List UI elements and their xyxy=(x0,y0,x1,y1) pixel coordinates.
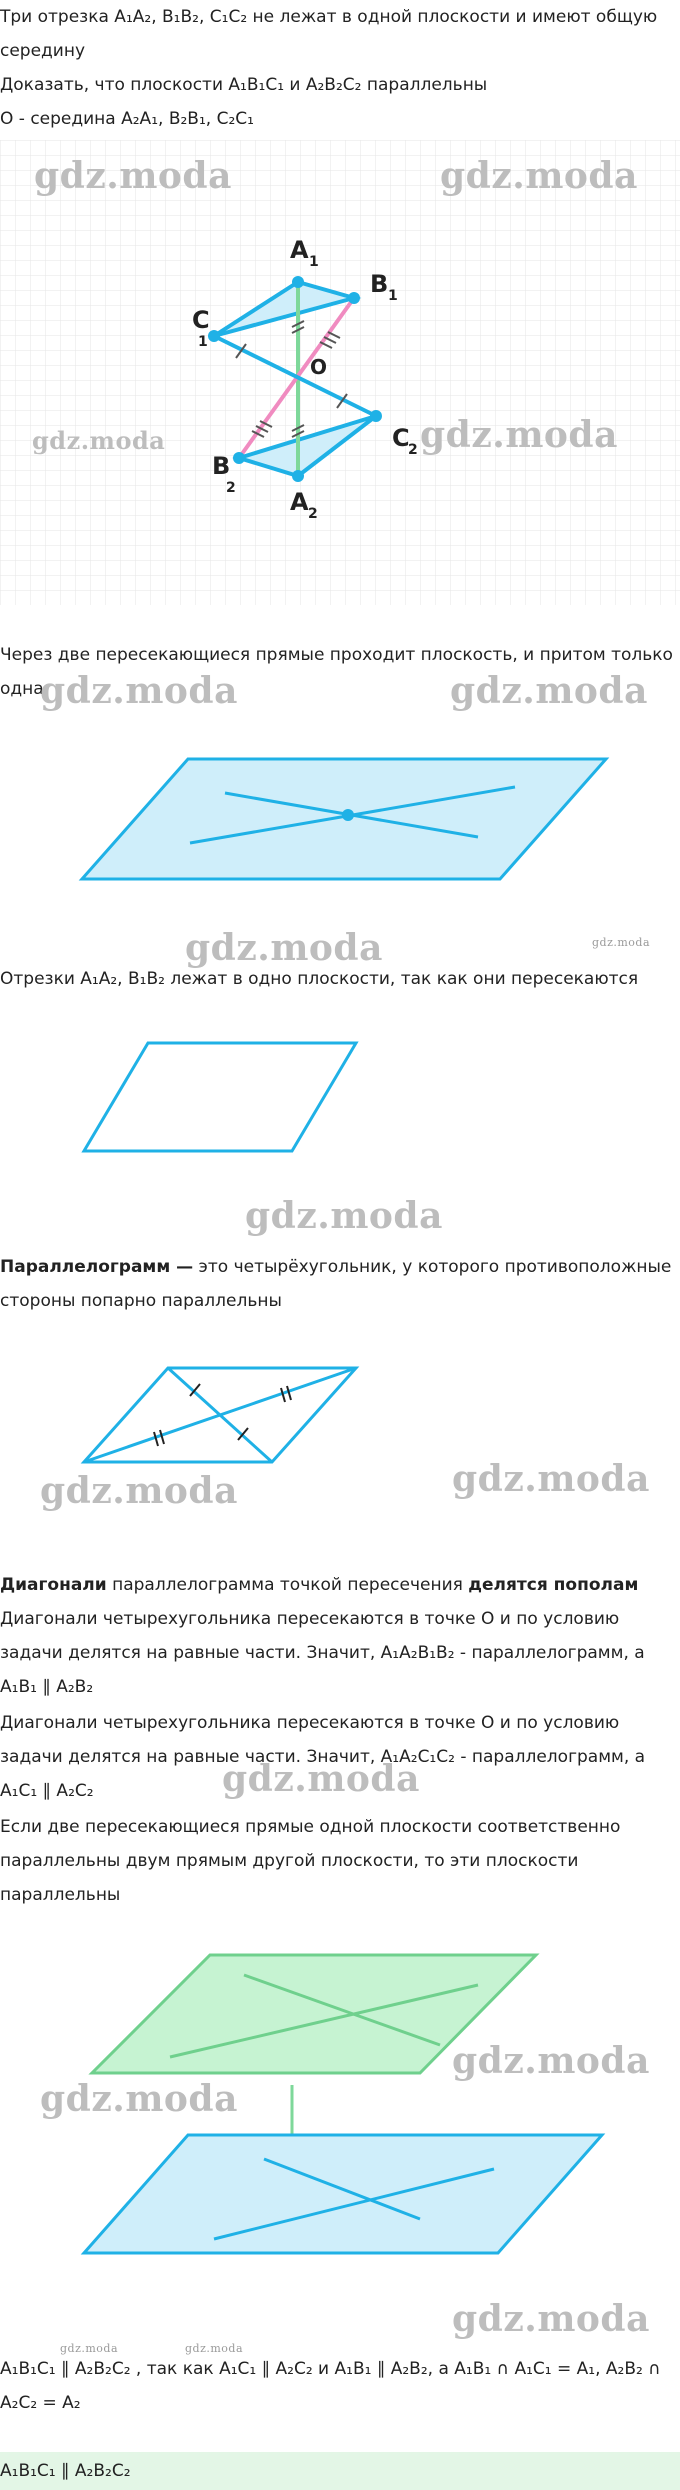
segments-plane-text: Отрезки A₁A₂, B₁B₂ лежат в одно плоскости, так как они пересекаются xyxy=(0,969,639,989)
watermark: gdz.moda xyxy=(452,2040,650,2082)
plane-axiom-text: Через две пересекающиеся прямые проходит плоскость, и притом только одна xyxy=(0,645,673,699)
problem-statement: Три отрезка A₁A₂, B₁B₂, C₁C₂ не лежат в одной плоскости и имеют общую середину xyxy=(0,7,658,61)
label-c2: C xyxy=(392,424,410,452)
watermark: gdz.moda xyxy=(40,2078,238,2120)
label-a2: A xyxy=(290,488,309,516)
watermark: gdz.moda xyxy=(185,2342,244,2355)
watermark: gdz.moda xyxy=(60,2342,119,2355)
final-answer: A₁B₁C₁ ∥ A₂B₂C₂ xyxy=(0,2461,131,2481)
watermark: gdz.moda xyxy=(440,155,638,197)
parallelogram-definition: Параллелограмм — это четырёхугольник, у которого противоположные стороны попарно параллельны xyxy=(0,1257,672,1311)
point-b1 xyxy=(348,292,360,304)
point-b2 xyxy=(233,452,245,464)
parallel-planes-theorem: Если две пересекающиеся прямые одной плоскости соответственно параллельны двум прямым другой плоскости, то эти плоскости параллельны xyxy=(0,1817,621,1905)
watermark: gdz.moda xyxy=(592,936,651,949)
watermark: gdz.moda xyxy=(222,1758,420,1800)
midpoint-text: O - середина A₂A₁, B₂B₁, C₂C₁ xyxy=(0,109,254,129)
label-c1: C xyxy=(192,306,210,334)
figure-parallelogram-outline xyxy=(0,1035,680,1155)
watermark: gdz.moda xyxy=(32,426,166,455)
label-b1: B xyxy=(370,270,389,298)
point-c2 xyxy=(370,410,382,422)
figure-plane-intersecting-lines xyxy=(0,745,680,895)
figure-triangles-grid xyxy=(0,140,680,605)
diagonals-property: Диагонали параллелограмма точкой пересечения делятся пополам xyxy=(0,1575,639,1595)
point-a1 xyxy=(292,276,304,288)
svg-text:2: 2 xyxy=(308,506,318,522)
label-o: O xyxy=(310,355,328,379)
proof-step-1: Диагонали четырехугольника пересекаются в точке O и по условию задачи делятся на равные части. Значит, A₁A₂B₁B₂ - параллелограмм, а A₁B₁ ∥ A₂B₂ xyxy=(0,1609,645,1697)
svg-text:1: 1 xyxy=(309,254,319,270)
label-b2: B xyxy=(212,452,231,480)
point-a2 xyxy=(292,470,304,482)
watermark: gdz.moda xyxy=(452,1458,650,1500)
watermark: gdz.moda xyxy=(450,670,648,712)
svg-text:2: 2 xyxy=(226,480,236,496)
conclusion-reasoning: A₁B₁C₁ ∥ A₂B₂C₂ , так как A₁C₁ ∥ A₂C₂ и A₁B₁ ∥ A₂B₂, а A₁B₁ ∩ A₁C₁ = A₁, A₂B₂ ∩ A₂C₂ = A₂ xyxy=(0,2359,661,2413)
watermark: gdz.moda xyxy=(185,927,383,969)
point-c1 xyxy=(208,330,220,342)
proof-step-2: Диагонали четырехугольника пересекаются в точке O и по условию задачи делятся на равные части. Значит, A₁A₂C₁C₂ - параллелограмм, а A₁C₁ ∥ A₂C₂ xyxy=(0,1713,646,1801)
figure-parallelogram-diagonals xyxy=(0,1360,680,1470)
watermark: gdz.moda xyxy=(40,1470,238,1512)
svg-text:1: 1 xyxy=(388,288,398,304)
svg-text:2: 2 xyxy=(408,442,418,458)
label-a1: A xyxy=(290,236,309,264)
task-text: Доказать, что плоскости A₁B₁C₁ и A₂B₂C₂ параллельны xyxy=(0,75,488,95)
watermark: gdz.moda xyxy=(420,414,618,456)
watermark: gdz.moda xyxy=(40,670,238,712)
watermark: gdz.moda xyxy=(245,1195,443,1237)
watermark: gdz.moda xyxy=(452,2298,650,2340)
svg-text:1: 1 xyxy=(198,334,208,350)
watermark: gdz.moda xyxy=(34,155,232,197)
